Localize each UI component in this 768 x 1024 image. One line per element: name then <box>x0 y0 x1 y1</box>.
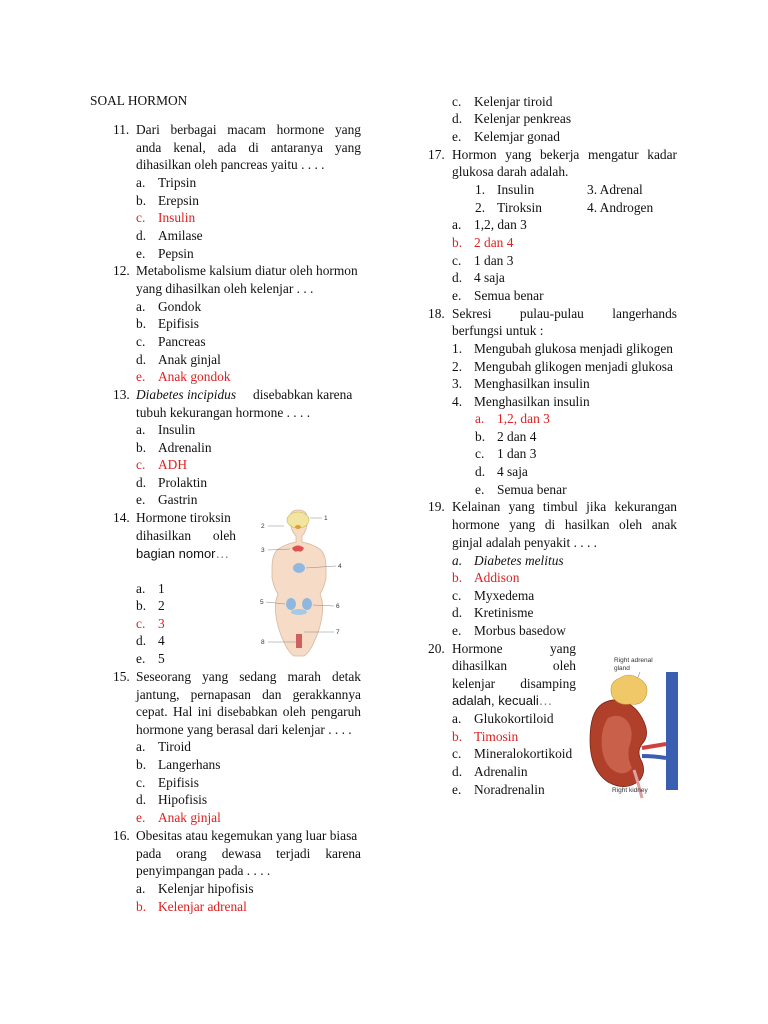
figure-label: 7 <box>336 629 340 636</box>
option-text: Semua benar <box>474 288 544 303</box>
question-number: 17. <box>428 147 445 162</box>
question-text: hormone yang berasal dari kelenjar . . . . <box>136 722 352 737</box>
option-text: Erepsin <box>158 193 199 208</box>
figure-label: 2 <box>261 523 265 530</box>
option-text-answer: Addison <box>474 570 520 585</box>
page-title: SOAL HORMON <box>90 93 188 108</box>
option-letter-answer: c. <box>136 616 146 631</box>
option-text: Mineralokortikoid <box>474 746 573 761</box>
figure-label: 4 <box>338 563 342 570</box>
question-text: adalah, kecuali <box>452 693 539 708</box>
item-number: 4. <box>452 394 463 409</box>
question-text: Kelainan yang timbul jika kekurangan <box>452 499 677 514</box>
option-letter: a. <box>136 739 146 754</box>
option-letter-answer: e. <box>136 369 146 384</box>
pituitary-shape <box>295 525 301 529</box>
option-letter: d. <box>475 464 486 479</box>
option-letter: d. <box>136 352 147 367</box>
option-text: Adrenalin <box>158 440 212 455</box>
question-text: Hormon yang bekerja mengatur kadar <box>452 147 677 162</box>
option-letter: a. <box>136 299 146 314</box>
option-letter: a. <box>452 553 463 568</box>
option-letter: e. <box>452 288 462 303</box>
question-text: bagian nomor <box>136 546 216 561</box>
item-text: 3. Adrenal <box>587 182 643 197</box>
option-letter: e. <box>136 246 146 261</box>
question-text: dihasilkan oleh <box>136 528 236 543</box>
option-letter: c. <box>452 94 462 109</box>
option-text-answer: 1,2, dan 3 <box>497 411 550 426</box>
endocrine-body-figure <box>252 508 352 658</box>
option-text-answer: Timosin <box>474 729 519 744</box>
option-text: Langerhans <box>158 757 221 772</box>
item-text: 4. Androgen <box>587 200 654 215</box>
option-text: Kelenjar hipofisis <box>158 881 254 896</box>
option-letter: d. <box>136 475 147 490</box>
option-letter-answer: c. <box>136 457 146 472</box>
question-text: dihasilkan oleh <box>452 658 576 673</box>
option-letter: d. <box>136 633 147 648</box>
option-letter: d. <box>452 605 463 620</box>
question-text: yang dihasilkan oleh kelenjar . . . <box>136 281 314 296</box>
gonad-shape <box>296 634 302 648</box>
option-letter: d. <box>136 228 147 243</box>
option-text: Anak ginjal <box>158 352 221 367</box>
item-text: Menghasilkan insulin <box>474 394 590 409</box>
option-text: 2 <box>158 598 165 613</box>
option-text: Gondok <box>158 299 202 314</box>
option-text: 5 <box>158 651 165 666</box>
figure-label-kidney: Right kidney <box>612 787 648 794</box>
option-letter: b. <box>136 316 147 331</box>
option-text: Hipofisis <box>158 792 208 807</box>
question-text: tubuh kekurangan hormone . . . . <box>136 405 311 420</box>
option-text: Kelenjar penkreas <box>474 111 572 126</box>
figure-label-gland: Right adrenal <box>614 657 653 664</box>
option-text: 1 <box>158 581 165 596</box>
question-number: 18. <box>428 306 445 321</box>
question-text: glukosa darah adalah. <box>452 164 569 179</box>
option-text: Pancreas <box>158 334 206 349</box>
option-text: Epifisis <box>158 316 199 331</box>
question-text: hormone yang di hasilkan oleh anak <box>452 517 677 532</box>
question-text: Dari berbagai macam hormone yang <box>136 122 361 137</box>
question-text: dihasilkan oleh pancreas yaitu . . . . <box>136 157 325 172</box>
option-text-answer: Kelenjar adrenal <box>158 899 247 914</box>
question-number: 13. <box>113 387 130 402</box>
option-letter: b. <box>136 440 147 455</box>
option-text: 1 dan 3 <box>497 446 537 461</box>
option-text: 1,2, dan 3 <box>474 217 527 232</box>
figure-label: 6 <box>336 603 340 610</box>
item-number: 2. <box>452 359 463 374</box>
option-letter: d. <box>136 792 147 807</box>
adrenal-right-shape <box>302 598 312 610</box>
ellipsis: … <box>538 693 553 708</box>
option-letter-answer: b. <box>452 235 463 250</box>
item-number: 1. <box>475 182 486 197</box>
option-letter-answer: e. <box>136 810 146 825</box>
vena-cava-shape <box>666 672 678 790</box>
option-text: Diabetes melitus <box>474 553 564 568</box>
question-text: penyimpangan pada . . . . <box>136 863 271 878</box>
option-text: Gastrin <box>158 492 198 507</box>
option-letter: e. <box>475 482 485 497</box>
question-text: pada orang dewasa terjadi karena <box>136 846 361 861</box>
option-letter-answer: b. <box>452 729 463 744</box>
option-letter: a. <box>452 217 462 232</box>
option-text: Noradrenalin <box>474 782 545 797</box>
question-text: kelenjar disamping <box>452 676 576 691</box>
option-text: 2 dan 4 <box>497 429 537 444</box>
option-text: Glukokortiloid <box>474 711 554 726</box>
question-number: 11. <box>113 122 130 137</box>
item-text: Mengubah glikogen menjadi glukosa <box>474 359 673 374</box>
item-number: 3. <box>452 376 463 391</box>
adrenal-gland-shape <box>611 675 647 704</box>
option-letter: e. <box>136 492 146 507</box>
question-text: anda kenal, ada di antaranya yang <box>136 140 361 155</box>
question-text: ginjal adalah penyakit . . . . <box>452 535 598 550</box>
option-letter: c. <box>452 746 462 761</box>
option-letter: e. <box>452 129 462 144</box>
figure-label: 5 <box>260 599 264 606</box>
option-letter: d. <box>452 764 463 779</box>
question-number: 20. <box>428 641 445 656</box>
question-text: jantung, pernapasan dan gerakkannya <box>136 687 361 702</box>
renal-vein-shape <box>642 756 666 758</box>
option-letter: b. <box>475 429 486 444</box>
option-letter-answer: a. <box>475 411 485 426</box>
option-text-answer: Anak gondok <box>158 369 231 384</box>
question-number: 12. <box>113 263 130 278</box>
question-text: Obesitas atau kegemukan yang luar biasa <box>136 828 358 843</box>
option-text: Kelemjar gonad <box>474 129 560 144</box>
figure-label: 3 <box>261 547 265 554</box>
question-number: 15. <box>113 669 130 684</box>
option-text-answer: 2 dan 4 <box>474 235 514 250</box>
renal-artery-shape <box>642 744 666 748</box>
item-number: 2. <box>475 200 486 215</box>
option-letter: b. <box>136 193 147 208</box>
option-text: Kretinisme <box>474 605 534 620</box>
option-text-answer: Insulin <box>158 210 196 225</box>
question-term: Diabetes incipidus <box>136 387 237 402</box>
thymus-shape <box>293 563 305 573</box>
option-letter: b. <box>136 598 147 613</box>
question-number: 19. <box>428 499 445 514</box>
option-text-answer: 3 <box>158 616 165 631</box>
option-text: Adrenalin <box>474 764 528 779</box>
figure-label: 8 <box>261 639 265 646</box>
option-text: Amilase <box>158 228 203 243</box>
question-number: 14. <box>113 510 130 525</box>
option-letter: b. <box>136 757 147 772</box>
option-letter: c. <box>475 446 485 461</box>
option-letter: c. <box>452 588 462 603</box>
item-text: Mengubah glukosa menjadi glikogen <box>474 341 673 356</box>
option-text: Morbus basedow <box>474 623 566 638</box>
option-letter: a. <box>136 581 146 596</box>
option-letter-answer: c. <box>136 210 146 225</box>
item-text: Tiroksin <box>497 200 542 215</box>
item-text: Insulin <box>497 182 535 197</box>
option-text-answer: ADH <box>158 457 188 472</box>
option-text: 4 saja <box>474 270 505 285</box>
kidney-adrenal-figure <box>582 652 682 800</box>
option-text: Prolaktin <box>158 475 208 490</box>
option-text: Tiroid <box>158 739 191 754</box>
option-text: Pepsin <box>158 246 194 261</box>
adrenal-left-shape <box>286 598 296 610</box>
question-text: Sekresi pulau-pulau langerhands <box>452 306 677 321</box>
option-text: Insulin <box>158 422 196 437</box>
option-letter: a. <box>452 711 462 726</box>
option-text-answer: Anak ginjal <box>158 810 221 825</box>
option-text: 4 <box>158 633 165 648</box>
option-letter: d. <box>452 111 463 126</box>
option-text: 4 saja <box>497 464 528 479</box>
figure-label: 1 <box>324 515 328 522</box>
option-letter: a. <box>136 175 146 190</box>
option-text: Myxedema <box>474 588 535 603</box>
option-letter: e. <box>452 623 462 638</box>
option-text: Epifisis <box>158 775 199 790</box>
option-text: 1 dan 3 <box>474 253 514 268</box>
question-text: disebabkan karena <box>253 387 353 402</box>
option-letter-answer: b. <box>136 899 147 914</box>
figure-label-gland: gland <box>614 665 630 672</box>
ellipsis: … <box>215 546 229 561</box>
option-letter-answer: b. <box>452 570 463 585</box>
option-letter: a. <box>136 422 146 437</box>
option-letter: e. <box>452 782 462 797</box>
item-text: Menghasilkan insulin <box>474 376 590 391</box>
question-text: berfungsi untuk : <box>452 323 544 338</box>
option-text: Semua benar <box>497 482 567 497</box>
option-text: Kelenjar tiroid <box>474 94 553 109</box>
option-letter: a. <box>136 881 146 896</box>
option-letter: d. <box>452 270 463 285</box>
option-letter: e. <box>136 651 146 666</box>
question-text: Hormone yang <box>452 641 576 656</box>
option-text: Tripsin <box>158 175 197 190</box>
pancreas-shape <box>291 609 307 615</box>
question-text: Hormone tiroksin <box>136 510 231 525</box>
question-text: cepat. Hal ini disebabkan oleh pengaruh <box>136 704 361 719</box>
option-letter: c. <box>136 775 146 790</box>
question-text: Metabolisme kalsium diatur oleh hormon <box>136 263 358 278</box>
question-number: 16. <box>113 828 130 843</box>
option-letter: c. <box>452 253 462 268</box>
question-text: Seseorang yang sedang marah detak <box>136 669 361 684</box>
option-letter: c. <box>136 334 146 349</box>
item-number: 1. <box>452 341 463 356</box>
